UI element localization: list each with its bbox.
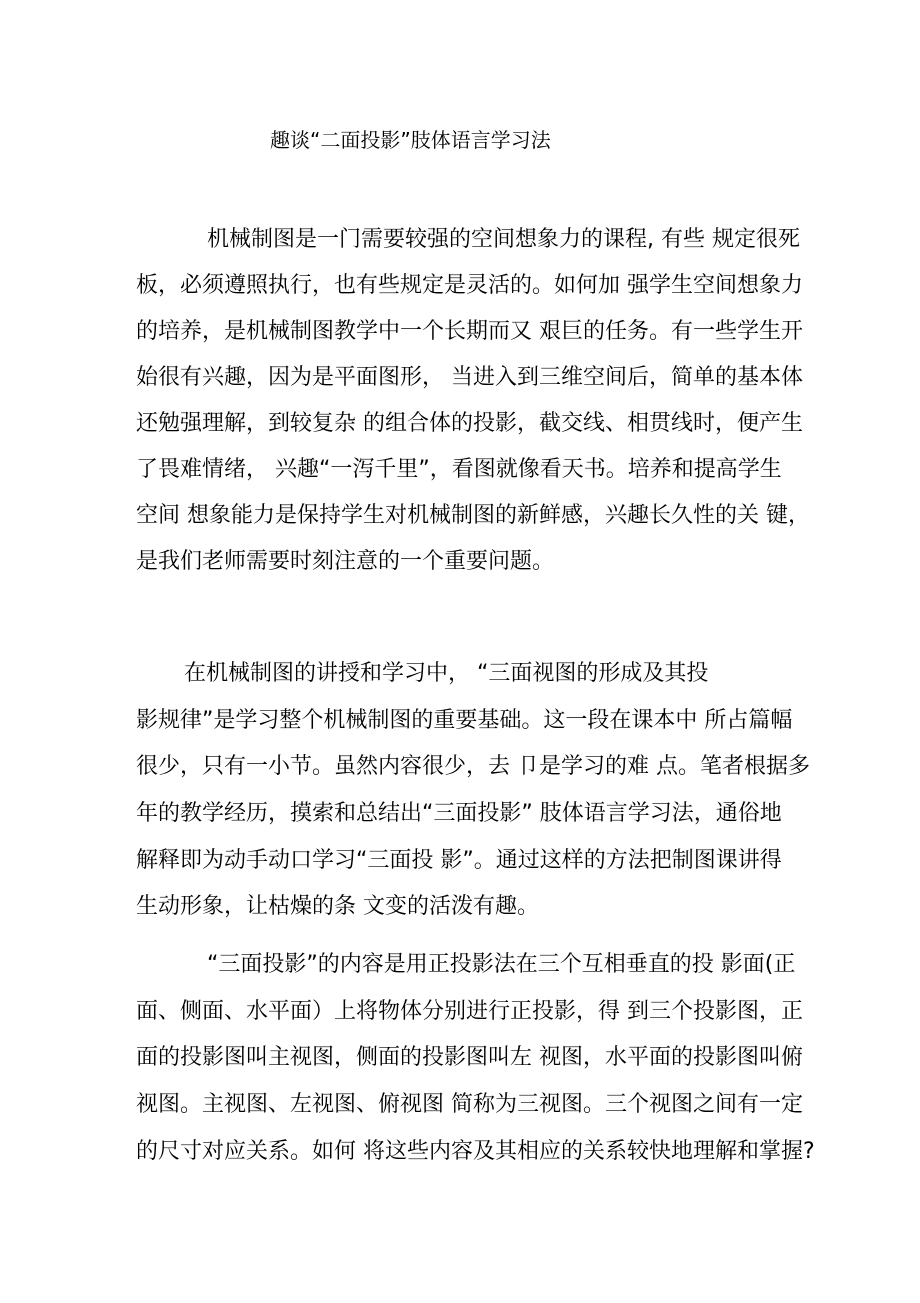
- paragraph-3-line-3: 面的投影图叫主视图，侧面的投影图叫左 视图，水平面的投影图叫俯: [136, 1045, 803, 1070]
- paragraph-2-line-3: 很少，只有一小节。虽然内容很少，去 卩是学习的难 点。笔者根据多: [136, 754, 810, 779]
- paragraph-1-line-2: 板，必须遵照执行，也有些规定是灵活的。如何加 强学生空间想象力: [136, 273, 803, 298]
- paragraph-1-line-4: 始很有兴趣，因为是平面图形， 当进入到三维空间后，简单的基本体: [136, 365, 803, 390]
- paragraph-2-line-1: 在机械制图的讲授和学习中， “三面视图的形成及其投: [184, 661, 709, 686]
- paragraph-3-line-1: “三面投影”的内容是用正投影法在三个互相垂直的投 影面(正: [207, 952, 796, 977]
- paragraph-2-line-2: 影规律”是学习整个机械制图的重要基础。这一段在课本中 所占篇幅: [136, 708, 793, 733]
- paragraph-1-line-8: 是我们老师需要时刻注意的一个重要问题。: [136, 549, 555, 574]
- paragraph-2-line-4: 年的教学经历，摸索和总结出“三面投影” 肢体语言学习法，通俗地: [136, 801, 782, 826]
- paragraph-2-line-6: 生动形象，让枯燥的条 文变的活泼有趣。: [136, 894, 539, 919]
- paragraph-1-line-6: 了畏难情绪， 兴趣“一泻千里”，看图就像看天书。培养和提高学生: [136, 457, 782, 482]
- paragraph-1-line-7: 空间 想象能力是保持学生对机械制图的新鲜感，兴趣长久性的关 键，: [136, 503, 810, 528]
- paragraph-1-line-5: 还勉强理解，到较复杂 的组合体的投影，截交线、相贯线时，便产生: [136, 411, 803, 436]
- paragraph-2-line-5: 解释即为动手动口学习“三面投 影”。通过这样的方法把制图课讲得: [136, 848, 782, 873]
- paragraph-3-line-5: 的尺寸对应关系。如何 将这些内容及其相应的关系较快地理解和掌握?: [136, 1139, 815, 1164]
- paragraph-3-line-2: 面、侧面、水平面）上将物体分别进行正投影，得 到三个投影图，正: [136, 999, 803, 1024]
- paragraph-3-line-4: 视图。主视图、左视图、俯视图 简称为三视图。三个视图之间有一定: [136, 1092, 803, 1117]
- paragraph-1-line-1: 机械制图是一门需要较强的空间想象力的课程, 有些 规定很死: [207, 227, 800, 252]
- paragraph-1-line-3: 的培养，是机械制图教学中一个长期而又 艰巨的任务。有一些学生开: [136, 319, 803, 344]
- document-title: 趣谈“二面投影”肢体语言学习法: [270, 128, 551, 152]
